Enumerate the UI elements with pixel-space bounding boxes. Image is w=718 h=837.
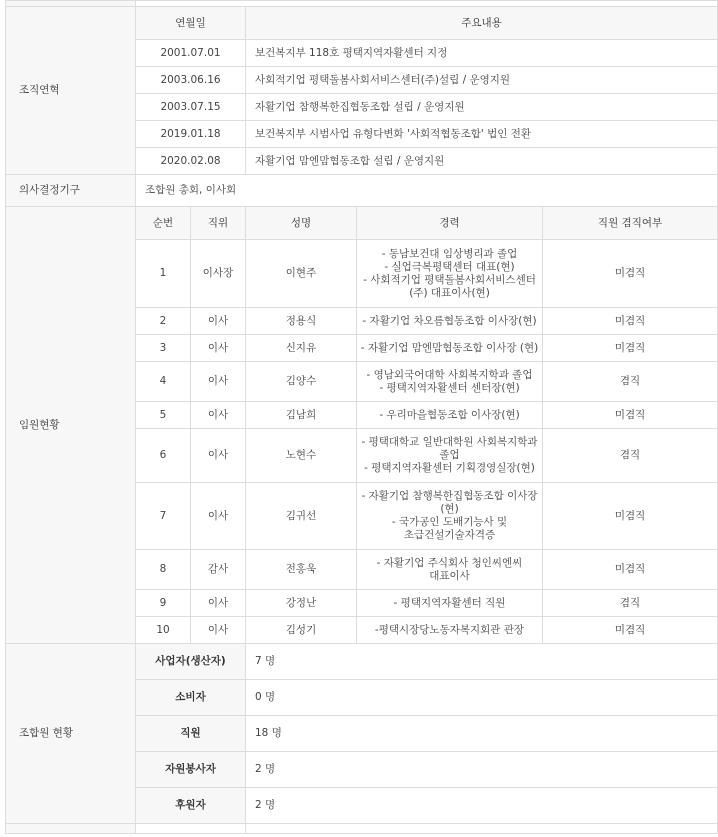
- officer-no: 3: [136, 335, 191, 362]
- history-content: 보건복지부 시범사업 유형다변화 '사회적협동조합' 법인 전환: [246, 121, 718, 148]
- member-label: 소비자: [136, 680, 246, 716]
- member-value: 18 명: [246, 716, 718, 752]
- officer-concurrent: 미겸직: [543, 402, 718, 429]
- officer-career: [357, 483, 543, 550]
- officer-position: 이사: [191, 402, 246, 429]
- section-label-decision: 의사결정기구: [6, 175, 136, 207]
- table-body: [6, 1, 718, 834]
- section-label-history: 조직연혁: [6, 7, 136, 175]
- section-label-officers: 임원현황: [6, 207, 136, 644]
- officer-career-line: - 동남보건대 임상병리과 졸업: [381, 247, 518, 260]
- officers-header-career: 경력: [357, 207, 543, 240]
- history-header-row: [6, 7, 718, 40]
- officer-career-line: - 자활기업 주식회사 청인씨엔씨: [376, 556, 523, 569]
- officer-career-line: - 영남외국어대학 사회복지학과 졸업: [366, 368, 533, 381]
- member-value: 2 명: [246, 752, 718, 788]
- officers-header-position: 직위: [191, 207, 246, 240]
- officer-name: 정용식: [246, 308, 357, 335]
- officer-career: [357, 429, 543, 483]
- history-date: 2003.07.15: [136, 94, 246, 121]
- decision-row: [6, 175, 718, 207]
- officer-career-line: - 평택대학교 일반대학원 사회복지학과: [361, 436, 538, 448]
- officer-concurrent: 겸직: [543, 429, 718, 483]
- history-content: 자활기업 참행복한집협동조합 설립 / 운영지원: [246, 94, 718, 121]
- officer-career-line: 초급건설기술자격증: [403, 529, 496, 541]
- officer-no: 10: [136, 617, 191, 644]
- member-label: 사업자(생산자): [136, 644, 246, 680]
- officer-career: [357, 308, 543, 335]
- officer-career-line: - 평택지역자활센터 기획경영실장(현): [364, 462, 535, 474]
- member-value: 7 명: [246, 644, 718, 680]
- member-value: 2 명: [246, 788, 718, 824]
- officer-concurrent: 미겸직: [543, 240, 718, 308]
- officers-header-concurrent: 직원 겸직여부: [543, 207, 718, 240]
- member-row: [6, 644, 718, 680]
- bottom-spacer: [136, 824, 246, 834]
- officer-position: 이사: [191, 617, 246, 644]
- officer-name: 김성기: [246, 617, 357, 644]
- officer-name: 전홍욱: [246, 550, 357, 590]
- officer-career-line: (주) 대표이사(현): [409, 286, 490, 299]
- officer-career-line: - 실업극복평택센터 대표(현): [384, 260, 515, 273]
- officer-name: 이현주: [246, 240, 357, 308]
- officer-no: 4: [136, 362, 191, 402]
- officer-name: 강정난: [246, 590, 357, 617]
- officers-header-name: 성명: [246, 207, 357, 240]
- officer-career: [357, 335, 543, 362]
- officer-career-line: 졸업: [439, 449, 460, 461]
- officer-career-line: - 평택지역자활센터 센터장(현): [379, 381, 520, 394]
- member-label: 직원: [136, 716, 246, 752]
- officer-career: [357, 240, 543, 308]
- history-date: 2020.02.08: [136, 148, 246, 175]
- officer-career-line: - 자활기업 차오름협동조합 이사장(현): [362, 314, 537, 327]
- officer-concurrent: 겸직: [543, 590, 718, 617]
- officer-career: [357, 402, 543, 429]
- history-date: 2001.07.01: [136, 40, 246, 67]
- officer-no: 8: [136, 550, 191, 590]
- officer-career-line: (현): [440, 503, 459, 515]
- officer-name: 김양수: [246, 362, 357, 402]
- history-header-content: 주요내용: [246, 7, 718, 40]
- bottom-spacer: [6, 824, 136, 834]
- officer-position: 감사: [191, 550, 246, 590]
- decision-value: 조합원 총회, 이사회: [136, 175, 718, 207]
- officer-concurrent: 미겸직: [543, 483, 718, 550]
- history-date: 2003.06.16: [136, 67, 246, 94]
- officer-career: [357, 617, 543, 644]
- officer-concurrent: 겸직: [543, 362, 718, 402]
- officer-name: 김귀선: [246, 483, 357, 550]
- officer-career-line: - 국가공인 도배기능사 및: [391, 516, 508, 528]
- bottom-spacer-row: [6, 824, 718, 834]
- officer-name: 김남희: [246, 402, 357, 429]
- history-content: 사회적기업 평택돌봄사회서비스센터(주)설립 / 운영지원: [246, 67, 718, 94]
- officers-header-no: 순번: [136, 207, 191, 240]
- officer-name: 신지유: [246, 335, 357, 362]
- bottom-spacer: [246, 824, 718, 834]
- officer-career-line: - 사회적기업 평택돌봄사회서비스센터: [363, 273, 536, 286]
- officer-position: 이사: [191, 429, 246, 483]
- officer-concurrent: 미겸직: [543, 335, 718, 362]
- officer-career: [357, 550, 543, 590]
- officer-no: 9: [136, 590, 191, 617]
- officer-career-line: 대표이사: [429, 569, 470, 582]
- officer-position: 이사: [191, 483, 246, 550]
- officer-career-line: - 우리마을협동조합 이사장(현): [379, 408, 520, 421]
- history-header-date: 연월일: [136, 7, 246, 40]
- officer-career-line: - 자활기업 맘엔맘협동조합 이사장 (현): [360, 341, 539, 354]
- officer-no: 7: [136, 483, 191, 550]
- officer-no: 6: [136, 429, 191, 483]
- officer-position: 이사: [191, 362, 246, 402]
- officers-header-row: [6, 207, 718, 240]
- officer-concurrent: 미겸직: [543, 550, 718, 590]
- officer-career-line: - 자활기업 참행복한집협동조합 이사장: [361, 490, 538, 502]
- officer-concurrent: 미겸직: [543, 617, 718, 644]
- officer-position: 이사: [191, 590, 246, 617]
- history-content: 보건복지부 118호 평택지역자활센터 지정: [246, 40, 718, 67]
- history-content: 자활기업 맘엔맘협동조합 설립 / 운영지원: [246, 148, 718, 175]
- cooperative-info-table: [5, 0, 718, 834]
- officer-name: 노현수: [246, 429, 357, 483]
- officer-no: 2: [136, 308, 191, 335]
- officer-career: [357, 362, 543, 402]
- history-date: 2019.01.18: [136, 121, 246, 148]
- member-label: 후원자: [136, 788, 246, 824]
- section-label-members: 조합원 현황: [6, 644, 136, 824]
- officer-career-line: - 평택지역자활센터 직원: [393, 596, 506, 609]
- officer-position: 이사: [191, 308, 246, 335]
- officer-position: 이사: [191, 335, 246, 362]
- member-label: 자원봉사자: [136, 752, 246, 788]
- officer-career: [357, 590, 543, 617]
- member-value: 0 명: [246, 680, 718, 716]
- officer-no: 5: [136, 402, 191, 429]
- officer-position: 이사장: [191, 240, 246, 308]
- officer-concurrent: 미겸직: [543, 308, 718, 335]
- officer-no: 1: [136, 240, 191, 308]
- officer-career-line: -평택시장당노동자복지회관 관장: [374, 623, 525, 636]
